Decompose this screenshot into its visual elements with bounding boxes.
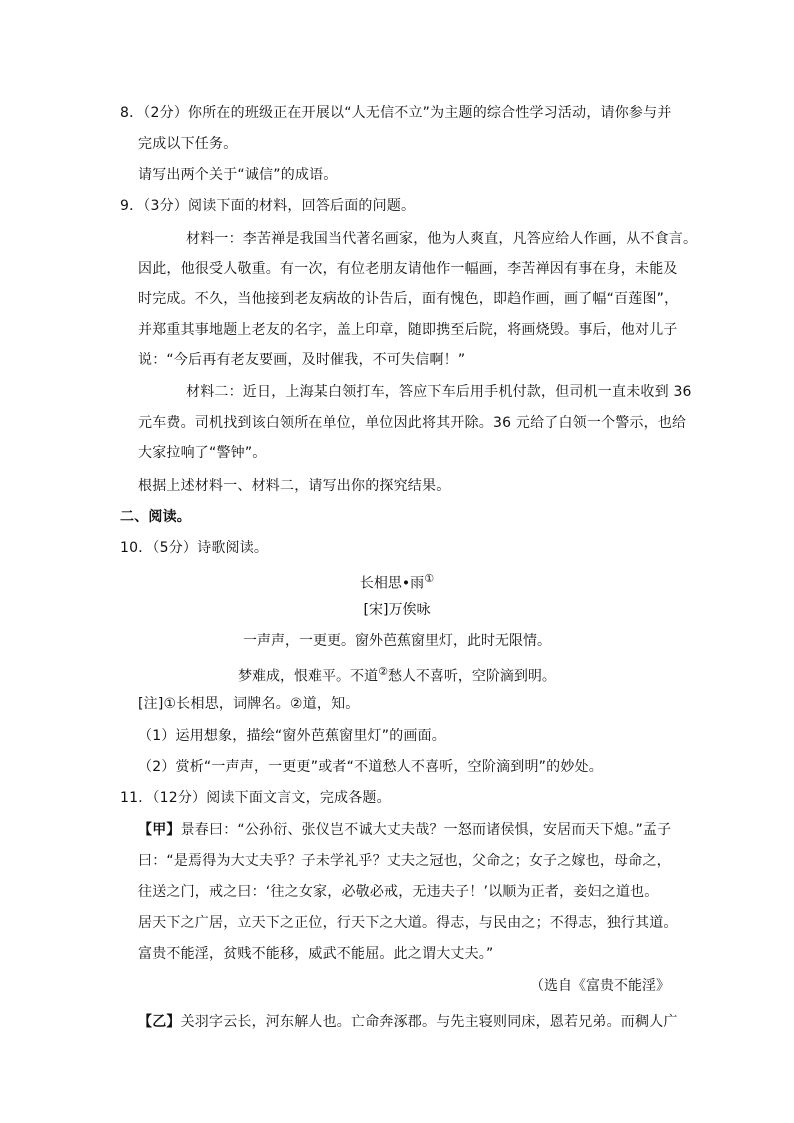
poem-verse-1: 一声声，一更更。窗外芭蕉窗里灯，此时无限情。 [243, 633, 551, 649]
jia-first-line: 景春曰：“公孙衍、张仪岂不诚大丈夫哉？一怒而诸侯惧，安居而天下熄。”孟子 [180, 822, 672, 838]
q8-line-2: 完成以下任务。 [138, 136, 238, 152]
q8-instruction: 请写出两个关于“诚信”的成语。 [138, 167, 338, 183]
yi-first-line: 关羽字云长，河东解人也。亡命奔涿郡。与先主寝则同床，恩若兄弟。而稠人广 [180, 1014, 678, 1030]
q10-subquestion-2: （2）赏析“一声声，一更更”或者“不道愁人不喜听，空阶滴到明”的妙处。 [138, 759, 603, 775]
jia-tag: 【甲】 [138, 822, 181, 838]
poem-author: [宋]万俟咏 [363, 602, 431, 618]
q9-material-1-line: 并郑重其事地题上老友的名字，盖上印章，随即携至后院，将画烧毁。事后，他对儿子 [138, 322, 678, 338]
jia-source: （选自《富贵不能淫》 [530, 978, 670, 994]
q11-jia-line: 曰：“是焉得为大丈夫乎？子未学礼乎？丈夫之冠也，父命之；女子之嫁也，母命之， [138, 853, 671, 869]
q9-question: 根据上述材料一、材料二，请写出你的探究结果。 [138, 478, 451, 494]
q9-material-2-line: 材料二：近日，上海某白领打车，答应下车后用手机付款，但司机一直未收到 36 [186, 384, 692, 400]
q9-heading: 9．（3分）阅读下面的材料，回答后面的问题。 [120, 198, 416, 214]
q9-material-2-line: 大家拉响了“警钟”。 [138, 445, 267, 461]
yi-tag: 【乙】 [138, 1014, 181, 1030]
q9-material-1-line: 材料一：李苦禅是我国当代著名画家，他为人爽直，凡答应给人作画，从不食言。 [186, 231, 698, 247]
poem-verse-2-part-1: 梦难成，恨难平。不道 [238, 668, 379, 685]
poem-notes [138, 694, 359, 714]
q11-yi-line [138, 1012, 678, 1032]
q10-heading: 10．（5分）诗歌阅读。 [120, 540, 269, 556]
section-title-reading: 二、阅读。 [120, 509, 191, 525]
q8-line-1: 8．（2分）你所在的班级正在开展以“人无信不立”为主题的综合性学习活动，请你参与并 [120, 105, 672, 121]
note-mark-2: ② [289, 696, 303, 712]
note-text-2: 道，知。 [302, 696, 360, 712]
q9-material-2-line: 元车费。司机找到该白领所在单位，单位因此将其开除。36 元给了白领一个警示，也给 [138, 415, 687, 431]
poem-verse-note-mark: ② [378, 665, 388, 678]
q9-material-1-line: 时完成。不久，当他接到老友病故的讣告后，面有愧色，即趋作画，画了幅“百莲图”， [138, 291, 679, 307]
q9-material-1-line: 说：“今后再有老友要画，及时催我，不可失信啊！” [138, 352, 466, 368]
q9-material-1-line: 因此，他很受人敬重。有一次，有位老朋友请他作一幅画，李苦禅因有事在身，未能及 [138, 261, 678, 277]
poem-title-text: 长相思•雨 [359, 575, 425, 592]
note-text-1: 长相思，词牌名。 [176, 696, 290, 712]
note-mark-1: ① [163, 696, 177, 712]
q11-jia-line [138, 820, 671, 840]
q10-subquestion-1: （1）运用想象，描绘“窗外芭蕉窗里灯”的画面。 [138, 728, 447, 744]
notes-prefix: [注] [138, 696, 164, 712]
q11-heading: 11．（12分）阅读下面文言文，完成各题。 [120, 790, 391, 806]
poem-title [0, 569, 794, 594]
q11-jia-line: 居天下之广居，立天下之正位，行天下之大道。得志，与民由之；不得志，独行其道。 [138, 915, 678, 931]
poem-verse-2 [0, 662, 794, 687]
q11-jia-line: 往送之门，戒之曰：‘往之女家，必敬必戒，无违夫子！’以顺为正者，妾妇之道也。 [138, 884, 659, 900]
q11-jia-line: 富贵不能淫，贫贱不能移，威武不能屈。此之谓大丈夫。” [138, 946, 494, 962]
poem-verse-2-part-2: 愁人不喜听，空阶滴到明。 [387, 668, 556, 685]
poem-title-note-mark: ① [424, 572, 435, 585]
